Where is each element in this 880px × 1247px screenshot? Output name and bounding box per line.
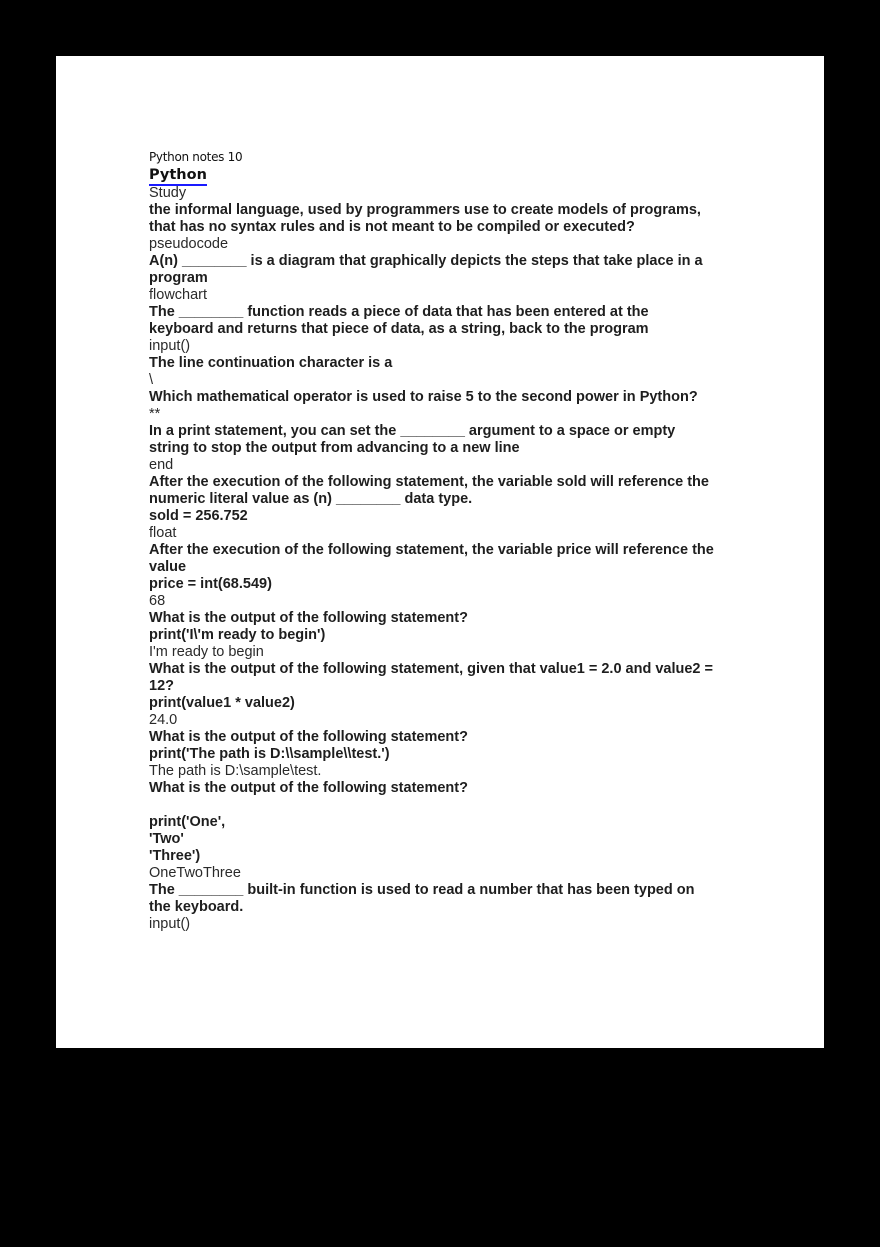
question-line: The line continuation character is a [149,355,393,371]
question-line: 'Three') [149,848,201,864]
document-page [56,56,824,1048]
question-line: After the execution of the following statement, the variable sold will reference the [149,474,709,490]
question-line: keyboard and returns that piece of data, as a string, back to the program [149,321,649,337]
title-wrap [149,166,749,185]
blank-line [149,797,749,814]
question-line: What is the output of the following statement, given that value1 = 2.0 and value2 = [149,661,713,677]
question-line: A(n) ________ is a diagram that graphically depicts the steps that take place in a [149,253,703,269]
answer-line: flowchart [149,287,208,303]
question-line: What is the output of the following statement? [149,729,468,745]
question-line: 'Two' [149,831,184,847]
question-line: print('I\'m ready to begin') [149,627,326,643]
question-line: numeric literal value as (n) ________ data type. [149,491,473,507]
answer-line: 24.0 [149,712,178,728]
question-line: print(value1 * value2) [149,695,295,711]
question-line: the keyboard. [149,899,244,915]
document-subtitle: Study [149,185,187,201]
question-line: The ________ function reads a piece of data that has been entered at the [149,304,649,320]
answer-line: end [149,457,174,473]
header-label: Python notes 10 [149,150,243,164]
document-content [149,149,749,933]
question-line: value [149,559,187,575]
document-title: Python [149,166,207,186]
question-line: price = int(68.549) [149,576,272,592]
question-line: The ________ built-in function is used to read a number that has been typed on [149,882,695,898]
answer-line: input() [149,916,191,932]
question-line: string to stop the output from advancing to a new line [149,440,520,456]
question-line: What is the output of the following statement? [149,610,468,626]
question-line: print('The path is D:\\sample\\test.') [149,746,390,762]
answer-line: 68 [149,593,166,609]
question-line: the informal language, used by programmers use to create models of programs, [149,202,701,218]
question-line: What is the output of the following statement? [149,780,468,796]
answer-line: \ [149,372,154,388]
question-line: that has no syntax rules and is not meant to be compiled or executed? [149,219,635,235]
question-line: program [149,270,208,286]
question-line: sold = 256.752 [149,508,248,524]
answer-line: pseudocode [149,236,229,252]
question-line: print('One', [149,814,226,830]
question-line: Which mathematical operator is used to raise 5 to the second power in Python? [149,389,698,405]
answer-line: input() [149,338,191,354]
question-line: 12? [149,678,174,694]
question-line: In a print statement, you can set the ________ argument to a space or empty [149,423,676,439]
answer-line: ** [149,406,161,422]
question-line: After the execution of the following statement, the variable price will reference the [149,542,714,558]
answer-line: The path is D:\sample\test. [149,763,322,779]
answer-line: I'm ready to begin [149,644,264,660]
qa-lines [149,202,749,933]
answer-line: OneTwoThree [149,865,241,881]
answer-line: float [149,525,177,541]
